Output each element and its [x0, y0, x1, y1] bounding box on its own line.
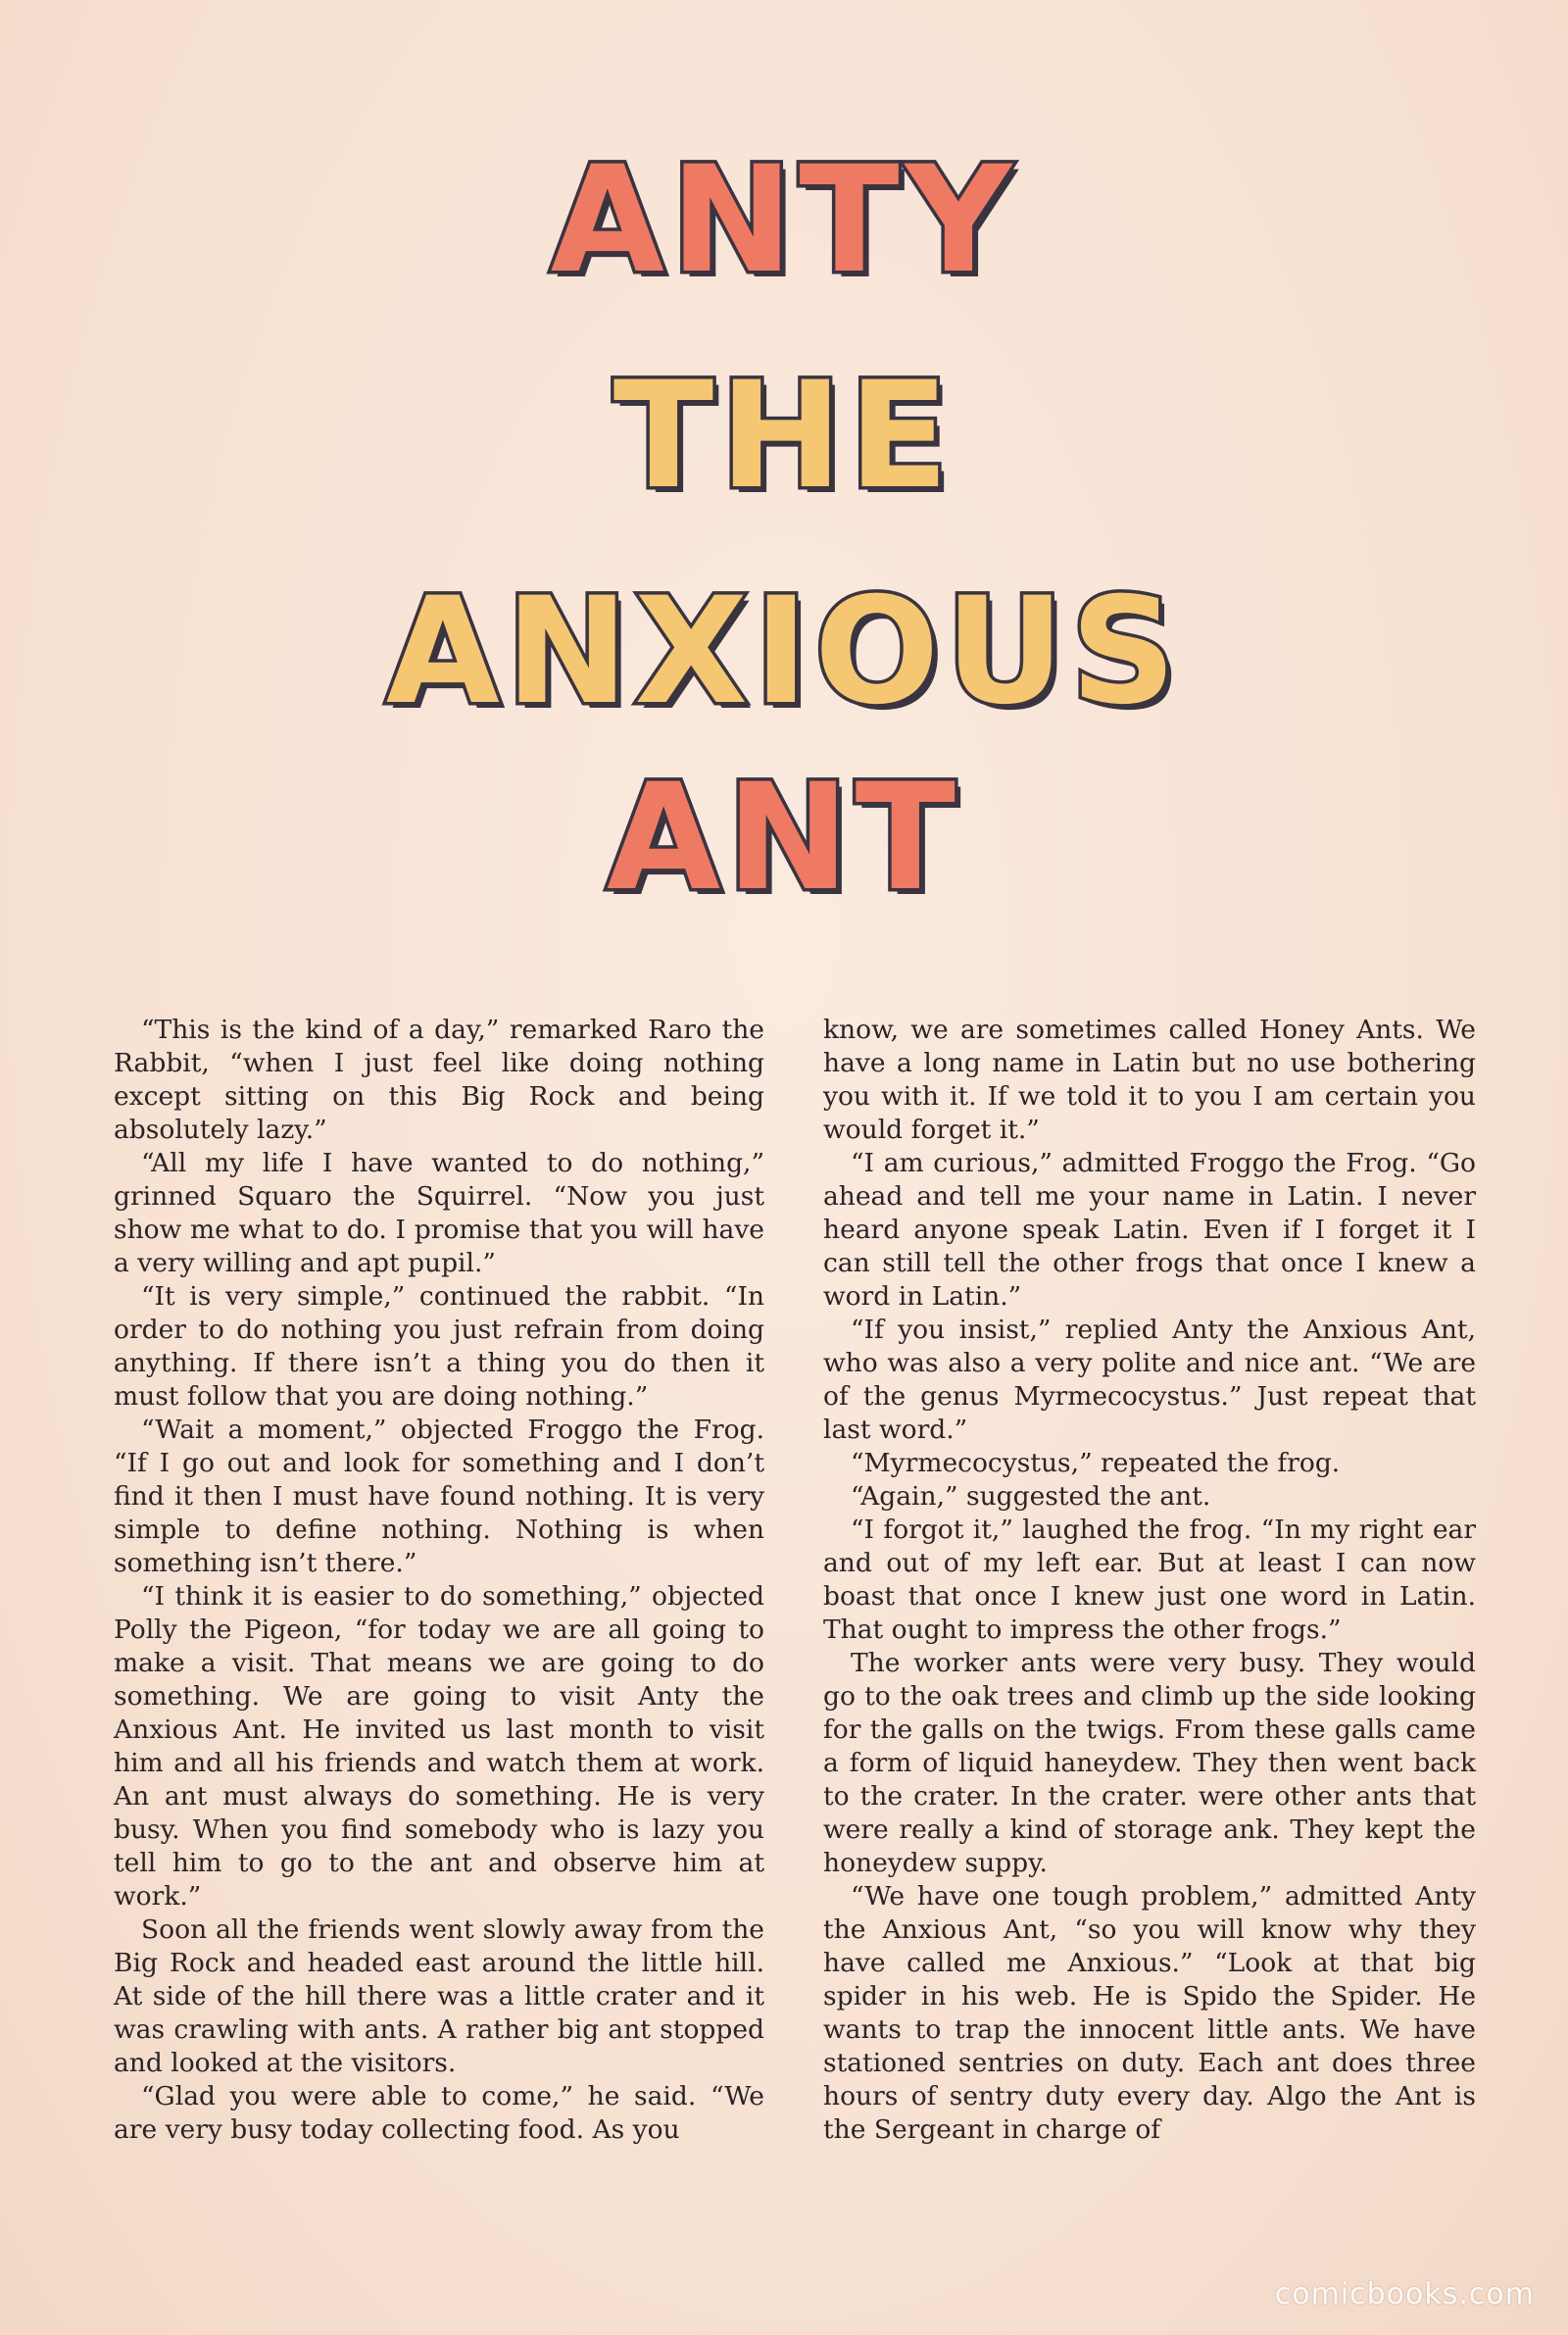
story-paragraph: “If you insist,” replied Anty the Anxious Ant, who was also a very polite and nice ant. “We are of the genus Myrmecocystus.” Just repeat that last word.”	[823, 1315, 1476, 1445]
story-paragraph: “It is very simple,” continued the rabbit. “In order to do nothing you just refrain from doing anything. If there isn’t a thing you do then it must follow that you are doing nothing.”	[114, 1281, 764, 1412]
story-paragraph-continuation: know, we are sometimes called Honey Ants. We have a long name in Latin but no use bothering you with it. If we told it to you I am certain you would forget it.”	[823, 1015, 1476, 1145]
story-paragraph: “We have one tough problem,” admitted Anty the Anxious Ant, “so you will know why they have called me Anxious.” “Look at that big spider in his web. He is Spido the Spider. He wants to trap the innocent little ants. We have stationed sentries on duty. Each ant does three hours of sentry duty every day. Algo the Ant is the Sergeant in charge of	[823, 1881, 1476, 2145]
story-paragraph: “I think it is easier to do something,” objected Polly the Pigeon, “for today we are all going to make a visit. That means we are going to do something. We are going to visit Anty the Anxious Ant. He invited us last month to visit him and all his friends and watch them at work. An ant must always do something. He is very busy. When you find somebody who is lazy you tell him to go to the ant and observe him at work.”	[114, 1581, 764, 1912]
story-right-column	[823, 1014, 1476, 2147]
story-paragraph: “I am curious,” admitted Froggo the Frog. “Go ahead and tell me your name in Latin. I never heard anyone speak Latin. Even if I forget it I can still tell the other frogs that once I knew a word in Latin.”	[823, 1148, 1476, 1312]
title-line-ant: ANT	[607, 753, 961, 923]
watermark-text: comicbooks.com	[1274, 2277, 1535, 2311]
title-line-the: THE	[612, 351, 956, 522]
story-paragraph: “Myrmecocystus,” repeated the frog.	[851, 1448, 1341, 1478]
story-paragraph: “This is the kind of a day,” remarked Raro the Rabbit, “when I just feel like doing nothing except sitting on this Big Rock and being absolutely lazy.”	[114, 1015, 764, 1145]
story-paragraph: “Glad you were able to come,” he said. “We are very busy today collecting food. As you	[114, 2081, 764, 2145]
story-paragraph: Soon all the friends went slowly away from the Big Rock and headed east around the little hill. At side of the hill there was a little crater and it was crawling with ants. A rather big ant stopped and looked at the visitors.	[114, 1914, 764, 2078]
story-paragraph: The worker ants were very busy. They would go to the oak trees and climb up the side looking for the galls on the twigs. From these galls came a form of liquid haneydew. They then went back to the crater. In the crater. were other ants that were really a kind of storage ank. They kept the honeydew suppy.	[823, 1648, 1476, 1878]
story-left-column	[114, 1014, 764, 2147]
story-paragraph: “Again,” suggested the ant.	[851, 1481, 1211, 1512]
story-paragraph: “All my life I have wanted to do nothing,” grinned Squaro the Squirrel. “Now you just show me what to do. I promise that you will have a very willing and apt pupil.”	[114, 1148, 764, 1278]
title-line-anxious: ANXIOUS	[385, 567, 1183, 737]
story-paragraph: “I forgot it,” laughed the frog. “In my right ear and out of my left ear. But at least I can now boast that once I knew just one word in Latin. That ought to impress the other frogs.”	[823, 1515, 1476, 1645]
story-paragraph: “Wait a moment,” objected Froggo the Frog. “If I go out and look for something and I don’t find it then I must have found nothing. It is very simple to define nothing. Nothing is when something isn’t there.”	[114, 1415, 764, 1578]
title-line-anty: ANTY	[550, 135, 1018, 306]
